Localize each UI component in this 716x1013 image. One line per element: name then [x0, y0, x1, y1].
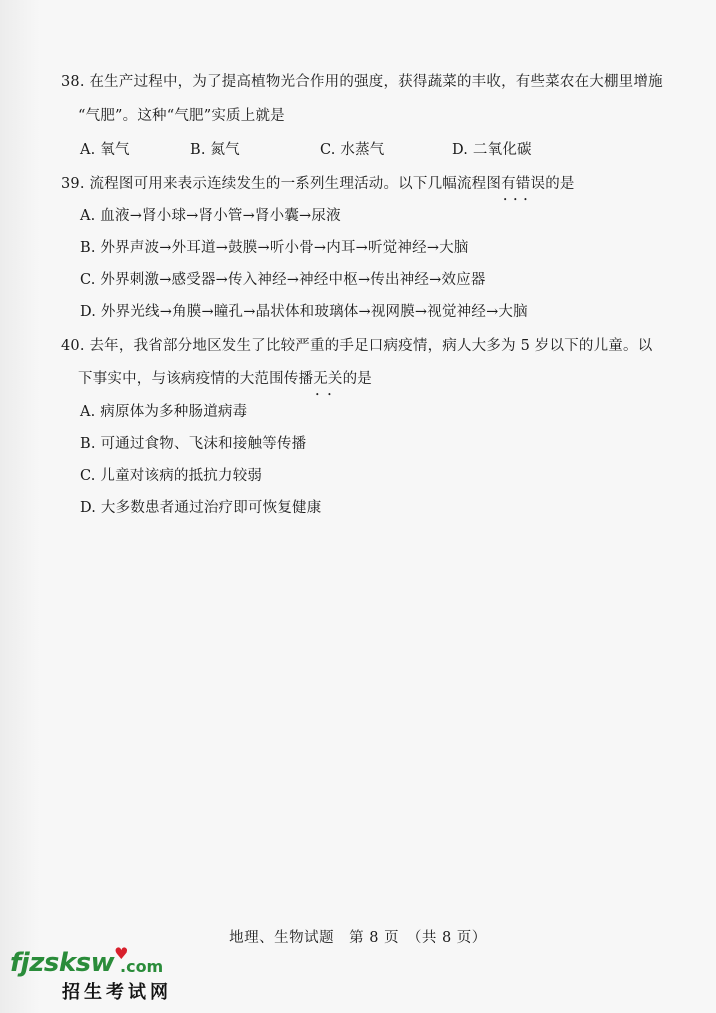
q39-option-c: C. 外界刺激→感受器→传入神经→神经中枢→传出神经→效应器	[80, 272, 486, 288]
q38-stem-line2: “气肥”。这种“气肥”实质上就是	[78, 108, 285, 124]
q40-stem-line1: 40. 去年，我省部分地区发生了比较严重的手足口病疫情，病人大多为 5 岁以下的儿童。以	[61, 338, 653, 354]
q38-option-c: C. 水蒸气	[320, 142, 385, 158]
q38-option-a: A. 氧气	[80, 142, 130, 158]
q40-option-d: D. 大多数患者通过治疗即可恢复健康	[80, 500, 322, 516]
q39-stem	[61, 174, 575, 194]
logo-tagline: 招生考试网	[62, 982, 172, 1003]
scan-shadow	[0, 0, 40, 1013]
q38-option-d: D. 二氧化碳	[452, 142, 532, 158]
q39-stem-end: 的是	[545, 176, 575, 192]
logo-domain	[10, 944, 128, 978]
heart-icon: ♥	[114, 944, 128, 963]
q39-option-d: D. 外界光线→角膜→瞳孔→晶状体和玻璃体→视网膜→视觉神经→大脑	[80, 304, 528, 320]
q40-stem-emphasis: 无关 ••	[313, 371, 342, 387]
q39-stem-emphasis: 有错误 •••	[501, 176, 545, 192]
q40-stem-text: 下事实中，与该病疫情的大范围传播	[78, 371, 314, 387]
q40-stem-line2	[78, 369, 372, 389]
site-logo	[10, 944, 190, 1008]
q40-stem-end: 的是	[342, 371, 373, 387]
q40-option-b: B. 可通过食物、飞沫和接触等传播	[80, 436, 307, 452]
q38-option-b: B. 氮气	[190, 142, 240, 158]
q40-option-a: A. 病原体为多种肠道病毒	[80, 404, 248, 420]
logo-domain-suffix: .com	[120, 957, 164, 976]
q39-option-a: A. 血液→肾小球→肾小管→肾小囊→尿液	[80, 208, 341, 224]
q40-option-c: C. 儿童对该病的抵抗力较弱	[80, 468, 263, 484]
logo-domain-text: fjzsksw	[10, 948, 115, 978]
page-footer: 地理、生物试题 第 8 页 （共 8 页）	[229, 930, 487, 946]
q39-stem-text: 39. 流程图可用来表示连续发生的一系列生理活动。以下几幅流程图	[61, 176, 502, 192]
q38-stem-line1: 38. 在生产过程中，为了提高植物光合作用的强度，获得蔬菜的丰收，有些菜农在大棚里增施	[61, 74, 663, 90]
q39-option-b: B. 外界声波→外耳道→鼓膜→听小骨→内耳→听觉神经→大脑	[80, 240, 469, 256]
